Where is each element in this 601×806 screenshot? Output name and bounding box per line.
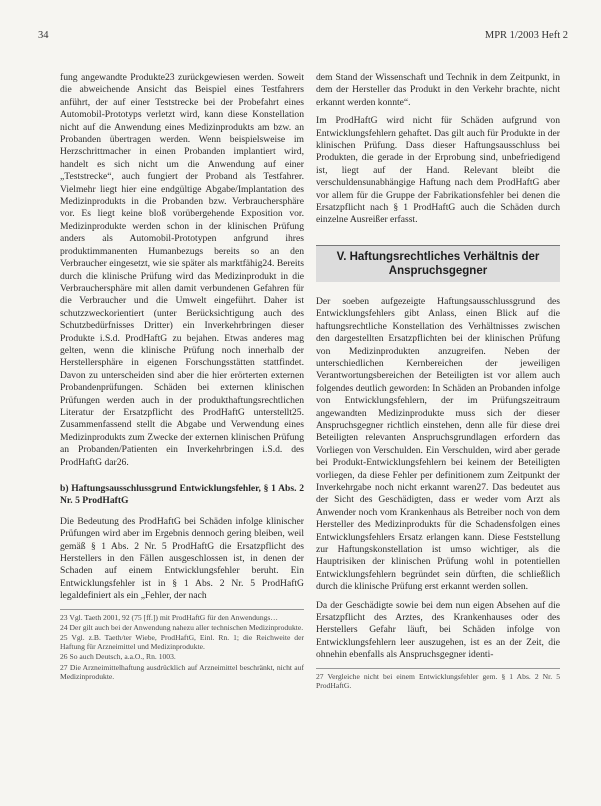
footnote: 26 So auch Deutsch, a.a.O., Rn. 1003. xyxy=(60,652,176,662)
footnote: 27 Vergleiche nicht bei einem Entwicklungsfehler gem. § 1 Abs. 2 Nr. 5 ProdHaftG. xyxy=(316,671,560,690)
footnote: 24 Der gilt auch bei der Anwendung nahezu aller technischen Medizinprodukte. xyxy=(60,622,304,632)
subsection-heading: b) Haftungsausschlussgrund Entwicklungsfehler, § 1 Abs. 2 Nr. 5 ProdHaftG xyxy=(60,483,304,507)
journal-issue: MPR 1/2003 Heft 2 xyxy=(484,30,568,41)
page-header xyxy=(38,30,568,41)
body-paragraph: Der soeben aufgezeigte Haftungsausschlussgrund des Entwicklungsfehlers gibt Anlass, einen Blick auf die haftungsrechtliche Konstellation des Verhältnisses zwischen den dargestellten Ersatzpflichten bei der klinischen Prüfung von Medizinprodukten anzugreifen. Neben der unterschiedlichen Kernbereichen der jeweiligen Verantwortungsbereichen der Beteiligten ist vor allem auch folgendes deutlich geworden: In Schäden an Probanden infolge von Entwicklungsfehlern, der im Prüfungszeitraum angewandten Medizinprodukte muss sich der dieser Anspruchsgegner richtlich einstehen, denn alle für diese drei Beteiligten relevanten Anspruchsgrundlagen erfordern das Vorliegen von Verschulden. Ein Verschulden, wird aber gerade bei Produkt-Entwicklungsfehlern bei keinem der Beteiligten vorliegen, da diese Fehler per definitionem zum Zeitpunkt der Inverkehrgabe noch nicht erkannt waren27. Das bedeutet aus der Sicht des Geschädigten, dass er weder vom Arzt als Anwender noch vom Krankenhaus als Betreiber noch von dem Hersteller des Medizinprodukts für die Schadensfolgen eines Entwicklungsfehlers Ersatz erlangen kann. Diese Feststellung zur Haftungskonstellation ist umso wichtiger, als die Hauptrisiken der klinischen Prüfung wohl in potentiellen Entwicklungsfehlern begründet sein dürften, die schließlich durch die klinische Prüfung erst erkannt werden sollen. xyxy=(316,295,560,593)
section-title: V. Haftungsrechtliches Verhältnis der Anspruchsgegner xyxy=(316,245,560,282)
footnote: 23 Vgl. Taeth 2001, 92 (75 [ff.]) mit ProdHaftG für den Anwendungs… xyxy=(60,612,278,622)
body-paragraph: dem Stand der Wissenschaft und Technik in dem Zeitpunkt, in dem der Hersteller das Produkt in den Verkehr brachte, nicht erkannt werden konnte“. xyxy=(316,72,560,108)
footnote: 27 Die Arzneimittelhaftung ausdrücklich auf Arzneimittel beschränkt, nicht auf Medizinprodukte. xyxy=(60,662,304,681)
footnotes xyxy=(60,609,304,681)
body-paragraph: Im ProdHaftG wird nicht für Schäden aufgrund von Entwicklungsfehlern gehaftet. Das gilt auch für Produkte in der klinischen Prüfung. Dass dieser Haftungsausschluss bei Produkten, die gerade in der Erprobung sind, unbefriedigend ist, liegt auf der Hand. Relevant bleibt die verschuldensunabhängige Haftung nach dem ProdHaftG aber vor allem für die Gruppe der Fabrikationsfehler bei denen die Ersatzpflicht nach § 1 ProdHaftG auch die Schäden durch einzelne Ausreißer erfasst. xyxy=(316,115,560,226)
body-paragraph: Da der Geschädigte sowie bei dem nun eigen Absehen auf die Ersatzpflicht des Arztes, des Krankenhauses oder des Herstellers Gefahr läuft, bei Schäden infolge von Entwicklungsfehlern leer auszugehen, ist es an der Zeit, die ohnehin ebenfalls als Anspruchsgegner identi- xyxy=(316,599,560,661)
footnotes xyxy=(316,668,560,690)
body-paragraph: fung angewandte Produkte23 zurückgewiesen werden. Soweit die abweichende Ansicht das Beispiel eines Testfahrers anführt, der auf einer Teststrecke bei der Probefahrt eines Automobil-Prototyps verletzt wird, kann diese Konstellation nicht auf die Anwendung eines Medizinprodukts am bzw. an Probanden übertragen werden. Wenn beispielsweise im Herzschrittmacher in einen Probanden implantiert wird, handelt es sich nicht um die Anwendung auf einer „Teststrecke“, auch fungiert der Proband als Testfahrer. Vielmehr liegt hier eine endgültige Abgabe/Implantation des Medizinprodukts in die Probanden bzw. Verbrauchersphäre vor. Es liegt keine bloß vorübergehende Exposition vor. Medizinprodukte werden schon in der klinischen Prüfung anders als Automobil-Prototypen anfgrund ihres produktimmanenten Humanbezugs bereits so an den Verbraucher eingesetzt, wie sie später als marktfähig24. Bereits durch die klinische Prüfung wird das Medizinprodukt in die Verbrauchersphäre mit allen damit verbundenen Gefahren für die Verbraucher und die Umwelt eingeführt. Daher ist schutzzweckorientiert (unter Berücksichtigung auch des Schutzbedürfnisses Dritter) ein Inverkehrbringen dieser Produkte i.S.d. ProdHaftG zu bejahen. Etwas anderes mag gelten, wenn die klinische Prüfung noch innerhalb der Herstellersphäre in eigenen Forschungsstätten stattfindet. Davon zu unterscheiden sind aber die hier erörterten externen Probandenprüfungen. Schäden bei externen klinischen Prüfungen werden auch in der produkthaftungsrechtlichen Literatur der Ersatzpflicht des ProdHaftG unterstellt25. Zusammenfassend stellt die Abgabe und Verwendung eines Medizinprodukts zum Zwecke der externen klinischen Prüfung an Probanden/Patienten ein Inverkehrbringen i.S.d. des ProdHaftG dar26. xyxy=(60,72,304,468)
body-paragraph: Die Bedeutung des ProdHaftG bei Schäden infolge klinischer Prüfungen wird aber im Ergebnis dennoch gering bleiben, weil gemäß § 1 Abs. 2 Nr. 5 ProdHaftG die Ersatzpflicht des Herstellers in den Fällen ausgeschlossen ist, in denen der Schaden auf einem Entwicklungsfehler beruht. Ein Entwicklungsfehler ist in § 1 Abs. 2 Nr. 5 ProdHaftG legaldefiniert als ein „Fehler, der nach xyxy=(60,515,304,602)
footnote: 25 Vgl. z.B. Taeth/ter Wiebe, ProdHaftG, Einl. Rn. 1; die Reichweite der Haftung für Arzneimittel und Medizinprodukte. xyxy=(60,633,304,652)
page-number: 34 xyxy=(38,30,49,41)
left-column xyxy=(60,72,304,682)
right-column xyxy=(316,72,560,691)
